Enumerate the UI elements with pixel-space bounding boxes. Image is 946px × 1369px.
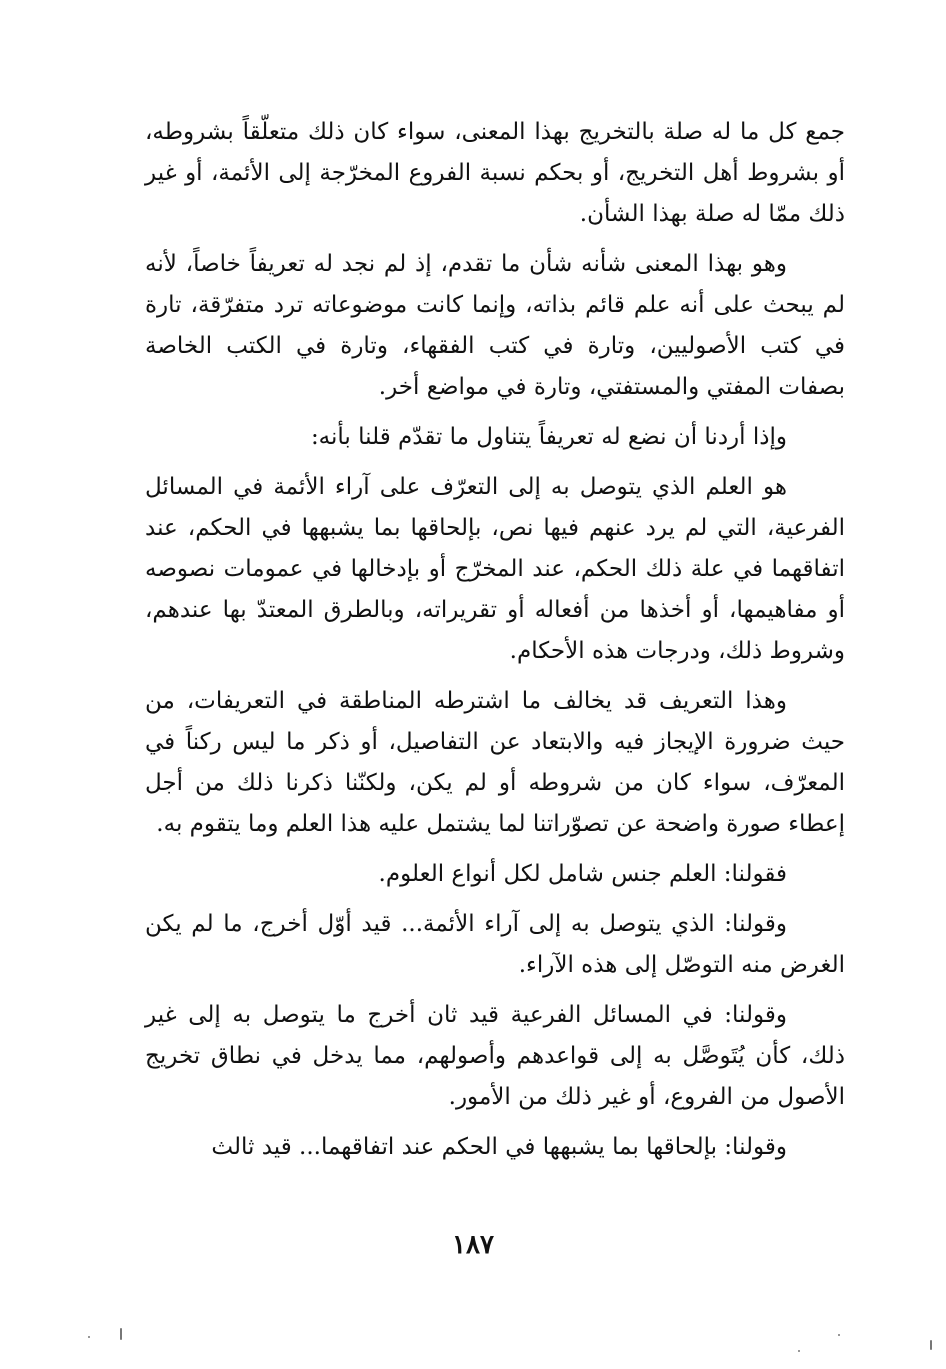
paragraph-continuation: جمع كل ما له صلة بالتخريج بهذا المعنى، سواء كان ذلك متعلّقاً بشروطه، أو بشروط أهل التخريج، أو بحكم نسبة الفروع المخرّجة إلى الأئمة، أو غير ذلك ممّا له صلة بهذا الشأن. (145, 119, 845, 227)
scan-speck (88, 1336, 90, 1338)
scan-speck (798, 1350, 800, 1352)
scan-speck (930, 1340, 932, 1350)
body-text (145, 112, 845, 1168)
paragraph-last: وقولنا: بإلحاقها بما يشبهها في الحكم عند اتفاقهما... قيد ثالث (211, 1134, 787, 1160)
scan-speck (838, 1334, 840, 1336)
paragraph: وقولنا: في المسائل الفرعية قيد ثان أخرج ما يتوصل به إلى غير ذلك، كأن يُتَوصَّل به إلى قواعدهم وأصولهم، مما يدخل في نطاق تخريج الأصول من الفروع، أو غير ذلك من الأمور. (145, 1002, 845, 1110)
paragraph: وقولنا: الذي يتوصل به إلى آراء الأئمة... قيد أوّل أخرج، ما لم يكن الغرض منه التوصّل إلى هذه الآراء. (145, 911, 845, 978)
paragraph: فقولنا: العلم جنس شامل لكل أنواع العلوم. (378, 861, 787, 887)
page-number: ١٨٧ (452, 1230, 494, 1260)
paragraph: وهو بهذا المعنى شأنه شأن ما تقدم، إذ لم نجد له تعريفاً خاصاً، لأنه لم يبحث على أنه علم قائم بذاته، وإنما كانت موضوعاته ترد متفرّقة، تارة في كتب الأصوليين، وتارة في كتب الفقهاء، وتارة في الكتب الخاصة بصفات المفتي والمستفتي، وتارة في مواضع أخر. (145, 251, 845, 400)
paragraph: وهذا التعريف قد يخالف ما اشترطه المناطقة في التعريفات، من حيث ضرورة الإيجاز فيه والابتعاد عن التفاصيل، أو ذكر ما ليس ركناً في المعرّف، سواء كان من شروطه أو لم يكن، ولكنّنا ذكرنا ذلك من أجل إعطاء صورة واضحة عن تصوّراتنا لما يشتمل عليه هذا العلم وما يتقوم به. (145, 688, 845, 837)
definition-paragraph: هو العلم الذي يتوصل به إلى التعرّف على آراء الأئمة في المسائل الفرعية، التي لم يرد عنهم فيها نص، بإلحاقها بما يشبهها في الحكم، عند اتفاقهما في علة ذلك الحكم، عند المخرّج أو بإدخالها في عمومات نصوصه أو مفاهيمها، أو أخذها من أفعاله أو تقريراته، وبالطرق المعتدّ بها عندهم، وشروط ذلك، ودرجات هذه الأحكام. (145, 474, 845, 664)
paragraph: وإذا أردنا أن نضع له تعريفاً يتناول ما تقدّم قلنا بأنه: (310, 424, 787, 450)
scan-speck (120, 1328, 122, 1340)
